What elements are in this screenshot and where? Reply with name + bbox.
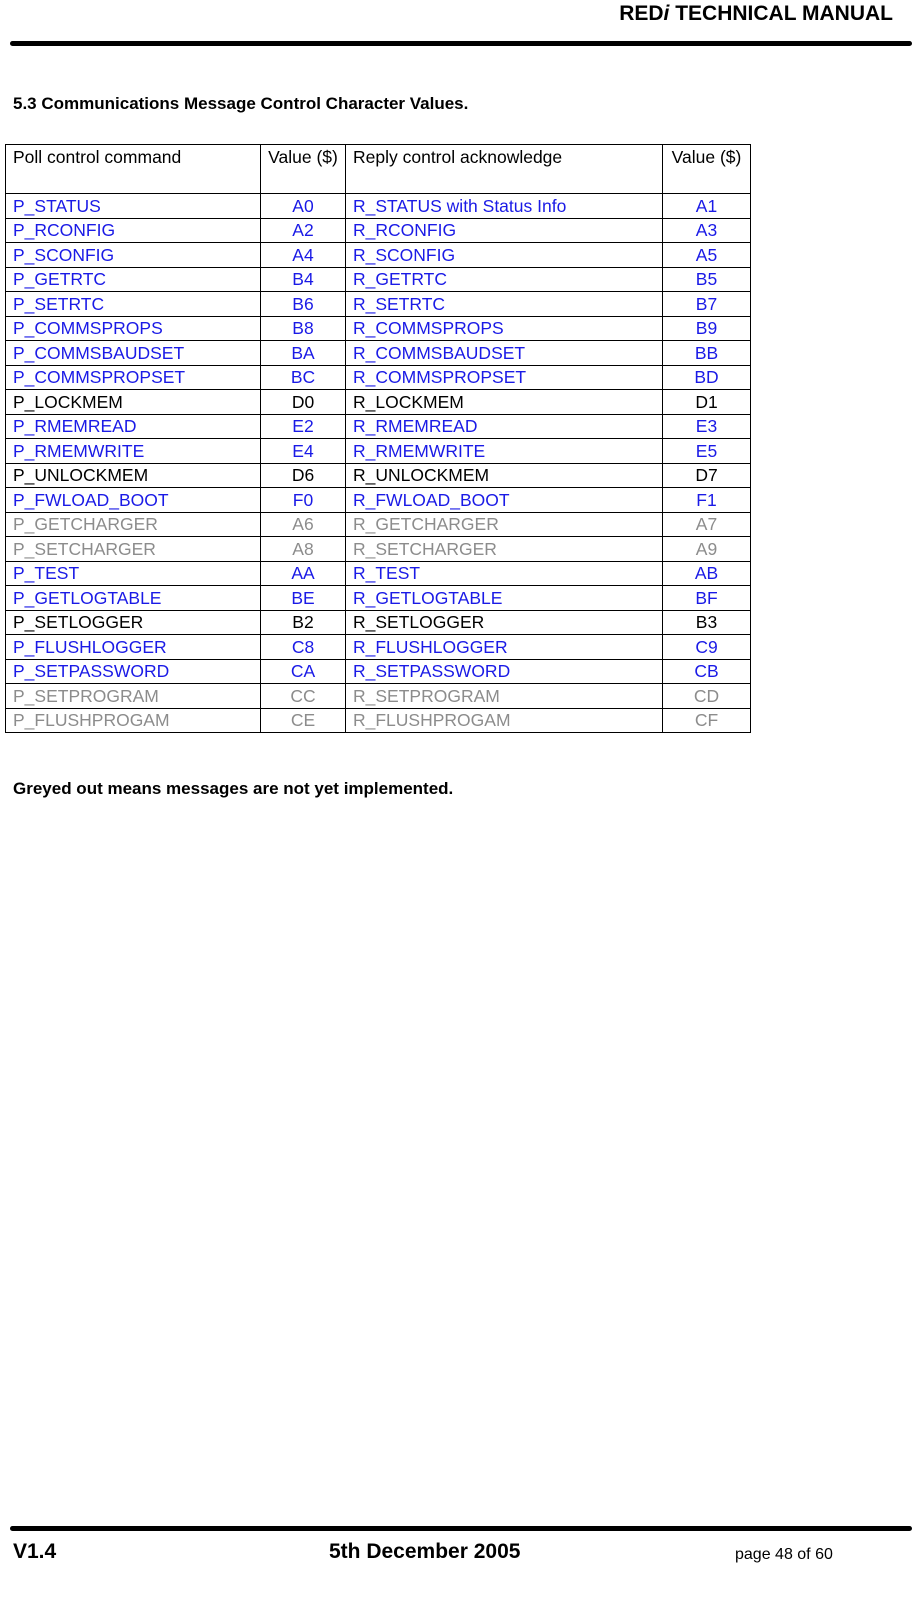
poll-value-cell: CC <box>261 684 346 709</box>
reply-acknowledge-cell: R_SCONFIG <box>346 243 663 268</box>
poll-value-cell: BE <box>261 586 346 611</box>
poll-command-cell: P_FWLOAD_BOOT <box>6 488 261 513</box>
poll-command-cell: P_SETPROGRAM <box>6 684 261 709</box>
poll-command-cell: P_FLUSHLOGGER <box>6 635 261 660</box>
table-row <box>6 414 751 439</box>
table-row <box>6 390 751 415</box>
poll-value-cell: E2 <box>261 414 346 439</box>
reply-acknowledge-cell: R_FLUSHLOGGER <box>346 635 663 660</box>
reply-value-cell: F1 <box>663 488 751 513</box>
reply-value-cell: AB <box>663 561 751 586</box>
footer-version: V1.4 <box>13 1540 57 1563</box>
table-row <box>6 659 751 684</box>
table-row <box>6 708 751 733</box>
poll-command-cell: P_RCONFIG <box>6 218 261 243</box>
table-row <box>6 218 751 243</box>
poll-command-cell: P_SETRTC <box>6 292 261 317</box>
table-body <box>6 194 751 733</box>
table-row <box>6 341 751 366</box>
table-row <box>6 586 751 611</box>
reply-acknowledge-cell: R_FLUSHPROGAM <box>346 708 663 733</box>
column-header-reply-value: Value ($) <box>663 145 751 194</box>
manual-title-suffix: TECHNICAL MANUAL <box>669 2 893 25</box>
table-row <box>6 537 751 562</box>
poll-value-cell: CA <box>261 659 346 684</box>
column-header-poll-command: Poll control command <box>6 145 261 194</box>
reply-acknowledge-cell: R_RCONFIG <box>346 218 663 243</box>
table-row <box>6 684 751 709</box>
reply-value-cell: B3 <box>663 610 751 635</box>
table-row <box>6 488 751 513</box>
manual-title <box>619 2 893 26</box>
reply-value-cell: E5 <box>663 439 751 464</box>
poll-value-cell: BC <box>261 365 346 390</box>
column-header-reply-acknowledge: Reply control acknowledge <box>346 145 663 194</box>
reply-acknowledge-cell: R_SETPROGRAM <box>346 684 663 709</box>
table-row <box>6 267 751 292</box>
poll-command-cell: P_RMEMREAD <box>6 414 261 439</box>
section-heading: 5.3 Communications Message Control Character Values. <box>13 94 469 113</box>
poll-value-cell: D6 <box>261 463 346 488</box>
control-character-table <box>5 144 751 733</box>
reply-value-cell: B5 <box>663 267 751 292</box>
poll-value-cell: A2 <box>261 218 346 243</box>
poll-value-cell: AA <box>261 561 346 586</box>
header-divider <box>10 41 912 46</box>
reply-value-cell: A1 <box>663 194 751 219</box>
table-row <box>6 194 751 219</box>
reply-value-cell: A5 <box>663 243 751 268</box>
poll-command-cell: P_FLUSHPROGAM <box>6 708 261 733</box>
table-row <box>6 243 751 268</box>
reply-acknowledge-cell: R_SETRTC <box>346 292 663 317</box>
poll-command-cell: P_SETCHARGER <box>6 537 261 562</box>
table-row <box>6 365 751 390</box>
poll-command-cell: P_GETCHARGER <box>6 512 261 537</box>
reply-acknowledge-cell: R_COMMSPROPS <box>346 316 663 341</box>
reply-value-cell: CB <box>663 659 751 684</box>
poll-command-cell: P_STATUS <box>6 194 261 219</box>
poll-command-cell: P_COMMSPROPSET <box>6 365 261 390</box>
poll-command-cell: P_SETPASSWORD <box>6 659 261 684</box>
poll-command-cell: P_RMEMWRITE <box>6 439 261 464</box>
poll-value-cell: B6 <box>261 292 346 317</box>
reply-acknowledge-cell: R_GETRTC <box>346 267 663 292</box>
reply-value-cell: BF <box>663 586 751 611</box>
reply-acknowledge-cell: R_SETLOGGER <box>346 610 663 635</box>
reply-acknowledge-cell: R_TEST <box>346 561 663 586</box>
column-header-poll-value: Value ($) <box>261 145 346 194</box>
table-row <box>6 439 751 464</box>
poll-value-cell: E4 <box>261 439 346 464</box>
reply-acknowledge-cell: R_STATUS with Status Info <box>346 194 663 219</box>
reply-value-cell: CD <box>663 684 751 709</box>
table-header-row <box>6 145 751 194</box>
reply-value-cell: B7 <box>663 292 751 317</box>
footer-divider <box>10 1526 912 1531</box>
reply-acknowledge-cell: R_UNLOCKMEM <box>346 463 663 488</box>
reply-value-cell: BB <box>663 341 751 366</box>
poll-value-cell: B2 <box>261 610 346 635</box>
poll-value-cell: B8 <box>261 316 346 341</box>
reply-value-cell: D1 <box>663 390 751 415</box>
reply-value-cell: C9 <box>663 635 751 660</box>
table-row <box>6 512 751 537</box>
poll-value-cell: D0 <box>261 390 346 415</box>
reply-value-cell: CF <box>663 708 751 733</box>
reply-acknowledge-cell: R_LOCKMEM <box>346 390 663 415</box>
reply-value-cell: E3 <box>663 414 751 439</box>
poll-command-cell: P_SETLOGGER <box>6 610 261 635</box>
reply-acknowledge-cell: R_GETLOGTABLE <box>346 586 663 611</box>
implementation-note: Greyed out means messages are not yet implemented. <box>13 779 454 798</box>
poll-value-cell: CE <box>261 708 346 733</box>
reply-value-cell: A3 <box>663 218 751 243</box>
poll-command-cell: P_TEST <box>6 561 261 586</box>
table-row <box>6 463 751 488</box>
table-row <box>6 292 751 317</box>
table-row <box>6 316 751 341</box>
reply-acknowledge-cell: R_RMEMREAD <box>346 414 663 439</box>
poll-command-cell: P_GETRTC <box>6 267 261 292</box>
reply-value-cell: BD <box>663 365 751 390</box>
footer-page-number: page 48 of 60 <box>735 1546 833 1563</box>
poll-value-cell: B4 <box>261 267 346 292</box>
table-row <box>6 561 751 586</box>
reply-value-cell: A7 <box>663 512 751 537</box>
poll-value-cell: A0 <box>261 194 346 219</box>
table-row <box>6 635 751 660</box>
poll-value-cell: BA <box>261 341 346 366</box>
reply-acknowledge-cell: R_SETCHARGER <box>346 537 663 562</box>
reply-acknowledge-cell: R_GETCHARGER <box>346 512 663 537</box>
poll-command-cell: P_UNLOCKMEM <box>6 463 261 488</box>
poll-value-cell: A8 <box>261 537 346 562</box>
poll-value-cell: F0 <box>261 488 346 513</box>
poll-value-cell: C8 <box>261 635 346 660</box>
reply-value-cell: D7 <box>663 463 751 488</box>
brand-italic-i: i <box>663 2 670 25</box>
reply-acknowledge-cell: R_RMEMWRITE <box>346 439 663 464</box>
poll-command-cell: P_COMMSBAUDSET <box>6 341 261 366</box>
reply-acknowledge-cell: R_FWLOAD_BOOT <box>346 488 663 513</box>
reply-value-cell: A9 <box>663 537 751 562</box>
poll-command-cell: P_GETLOGTABLE <box>6 586 261 611</box>
reply-acknowledge-cell: R_COMMSPROPSET <box>346 365 663 390</box>
reply-acknowledge-cell: R_COMMSBAUDSET <box>346 341 663 366</box>
brand-prefix: RED <box>619 2 664 25</box>
reply-acknowledge-cell: R_SETPASSWORD <box>346 659 663 684</box>
table-row <box>6 610 751 635</box>
reply-value-cell: B9 <box>663 316 751 341</box>
poll-command-cell: P_COMMSPROPS <box>6 316 261 341</box>
poll-value-cell: A4 <box>261 243 346 268</box>
poll-command-cell: P_LOCKMEM <box>6 390 261 415</box>
poll-command-cell: P_SCONFIG <box>6 243 261 268</box>
footer-date: 5th December 2005 <box>329 1540 521 1563</box>
poll-value-cell: A6 <box>261 512 346 537</box>
